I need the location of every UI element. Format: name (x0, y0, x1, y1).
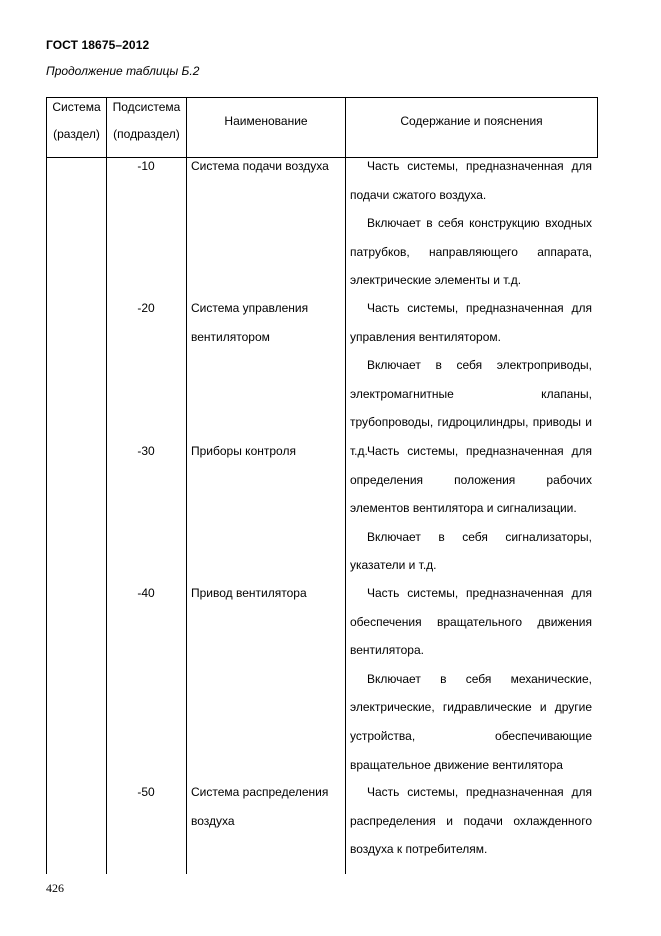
row-code: -30 (137, 444, 155, 458)
column-divider-2 (186, 97, 187, 874)
classification-table (46, 97, 598, 874)
document-standard-header: ГОСТ 18675–2012 (46, 38, 150, 52)
description-paragraph: Включает в себя сигнализаторы, указатели и т.д. (350, 529, 592, 573)
row-description (350, 437, 592, 580)
row-code: -20 (137, 301, 155, 315)
header-name (187, 97, 345, 158)
header-system-line1: Система (52, 100, 101, 114)
table-border-right (597, 97, 598, 158)
header-description-label: Содержание и пояснения (400, 114, 543, 128)
row-description (350, 778, 592, 864)
description-paragraph: Часть системы, предназначенная для подачи сжатого воздуха. (350, 159, 592, 202)
row-name: Приборы контроля (191, 444, 296, 458)
row-code: -40 (137, 586, 155, 600)
row-name: Привод вентилятора (191, 586, 307, 600)
description-paragraph: Часть системы, предназначенная для распределения и подачи охлажденного воздуха к потребителям. (350, 785, 592, 857)
row-description (350, 579, 592, 779)
header-description (346, 97, 597, 158)
table-border-left (46, 97, 47, 874)
table-caption: Продолжение таблицы Б.2 (46, 64, 200, 78)
description-paragraph: Часть системы, предназначенная для управления вентилятором. (350, 301, 592, 344)
description-paragraph: Включает в себя электроприводы, электромагнитные клапаны, трубопроводы, гидроцилиндры, приводы и т.д. (350, 358, 592, 458)
row-name: Система распределения воздуха (191, 785, 329, 828)
description-paragraph: Часть системы, предназначенная для определения положения рабочих элементов вентилятора и сигнализации. (350, 444, 592, 516)
description-paragraph: Включает в себя механические, электрические, гидравлические и другие устройства, обеспечивающие вращательное движение вентилятора (350, 671, 592, 772)
row-code: -10 (137, 159, 155, 173)
header-subsystem (107, 97, 186, 158)
header-subsystem-line1: Подсистема (112, 100, 181, 114)
header-system (47, 97, 106, 158)
header-name-label: Наименование (224, 114, 308, 128)
header-subsystem-line2: (подраздел) (113, 127, 180, 141)
column-divider-3 (345, 97, 346, 874)
header-system-line2: (раздел) (53, 127, 100, 141)
row-description (350, 152, 592, 295)
row-name: Система подачи воздуха (191, 159, 329, 173)
description-paragraph: Часть системы, предназначенная для обеспечения вращательного движения вентилятора. (350, 586, 592, 658)
description-paragraph: Включает в себя конструкцию входных патрубков, направляющего аппарата, электрические элементы и т.д. (350, 216, 592, 288)
page-number: 426 (46, 881, 64, 895)
row-name: Система управления вентилятором (191, 301, 309, 344)
row-code: -50 (137, 785, 155, 799)
column-divider-1 (106, 97, 107, 874)
